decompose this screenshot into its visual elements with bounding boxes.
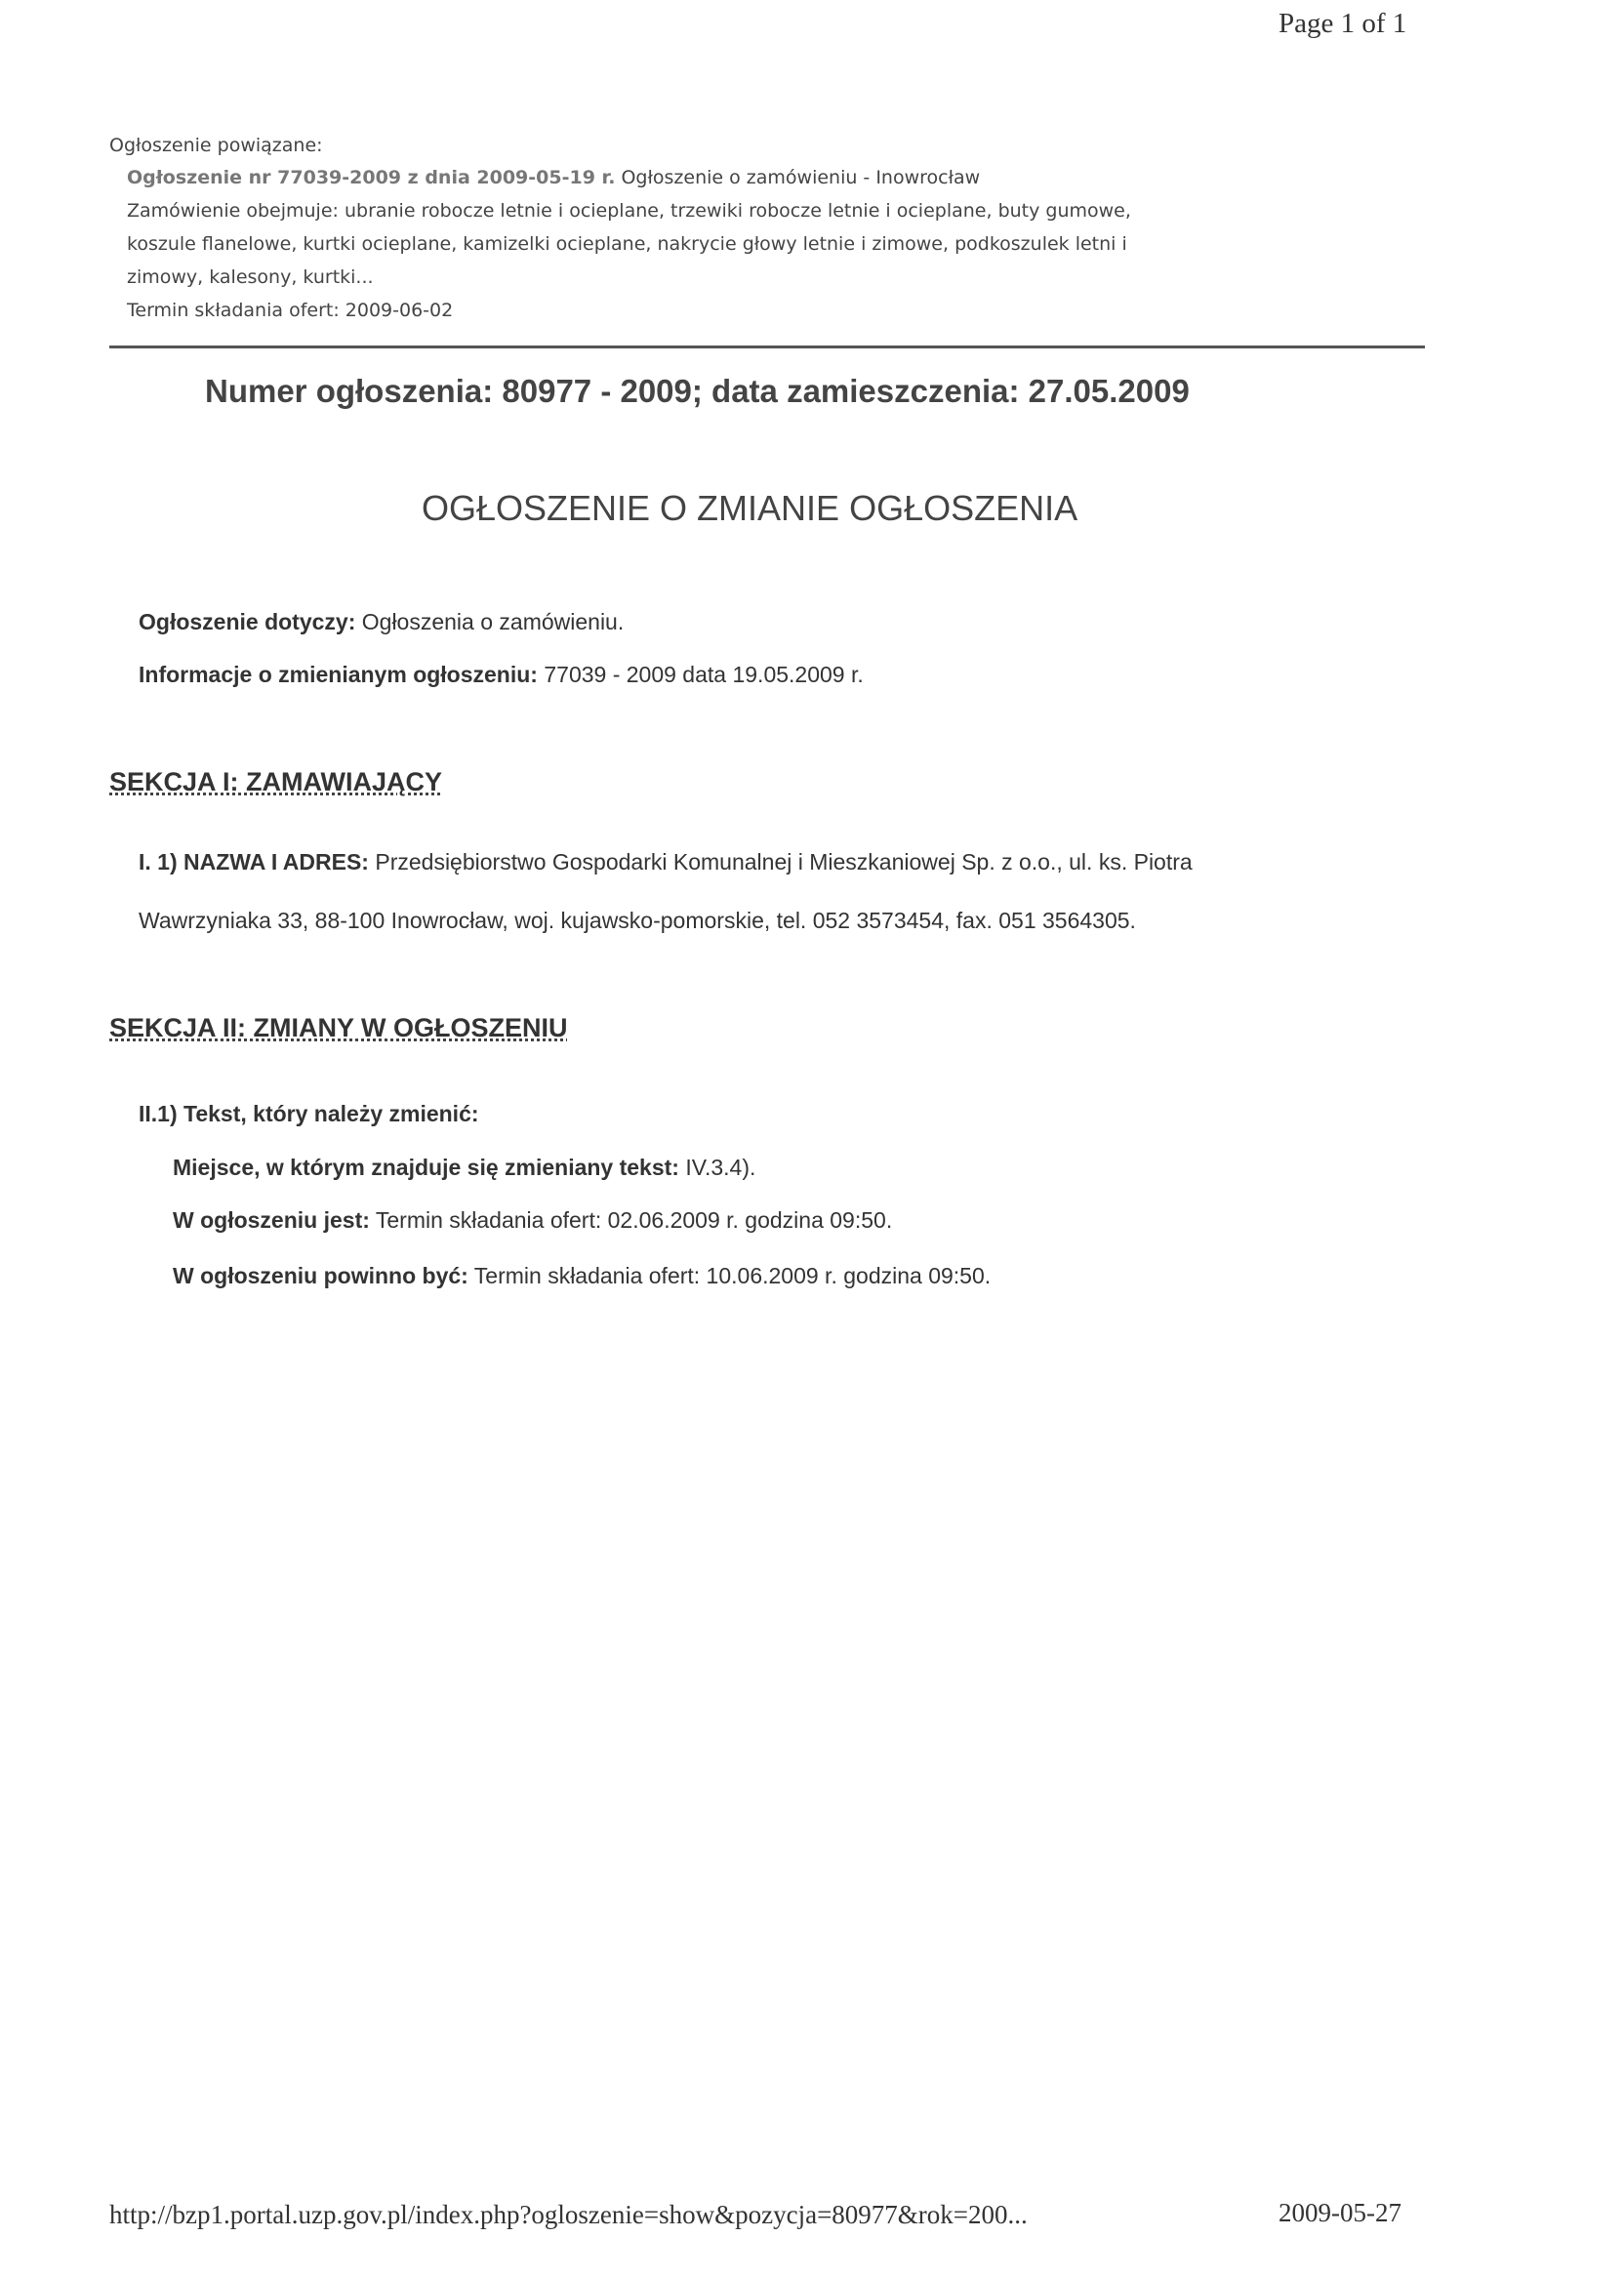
- related-notice-link[interactable]: Ogłoszenie nr 77039-2009 z dnia 2009-05-19 r.: [127, 167, 616, 188]
- related-notice-desc: Ogłoszenie o zamówieniu - Inowrocław: [615, 167, 981, 188]
- address-label: I. 1) NAZWA I ADRES:: [139, 849, 369, 875]
- scope-line: Zamówienie obejmuje: ubranie robocze letnie i ocieplane, trzewiki robocze letnie i ocieplane, buty gumowe,: [127, 200, 1131, 222]
- current-value: Termin składania ofert: 02.06.2009 r. godzina 09:50.: [369, 1207, 893, 1233]
- place-label: Miejsce, w którym znajduje się zmieniany tekst:: [173, 1155, 679, 1180]
- section-1-heading: SEKCJA I: ZAMAWIAJĄCY: [109, 767, 443, 796]
- notice-number: Numer ogłoszenia: 80977 - 2009; data zamieszczenia: 27.05.2009: [205, 373, 1190, 409]
- new-value: Termin składania ofert: 10.06.2009 r. godzina 09:50.: [467, 1263, 992, 1288]
- divider: [109, 346, 1425, 348]
- footer-date: 2009-05-27: [1279, 2198, 1401, 2227]
- related-label: Ogłoszenie powiązane:: [109, 135, 323, 156]
- info-value: 77039 - 2009 data 19.05.2009 r.: [537, 662, 864, 687]
- related-notice: [127, 167, 980, 188]
- place-row: [173, 1155, 755, 1181]
- scope-line: koszule flanelowe, kurtki ocieplane, kamizelki ocieplane, nakrycie głowy letnie i zimowe, podkoszulek letni i: [127, 233, 1127, 255]
- page-number: Page 1 of 1: [1279, 8, 1407, 39]
- info-label: Informacje o zmienianym ogłoszeniu:: [139, 662, 538, 687]
- new-label: W ogłoszeniu powinno być:: [173, 1263, 468, 1288]
- info-row: [139, 662, 864, 688]
- concerns-label: Ogłoszenie dotyczy:: [139, 609, 356, 634]
- footer-url[interactable]: http://bzp1.portal.uzp.gov.pl/index.php?ogloszenie=show&pozycja=80977&rok=200...: [109, 2200, 1028, 2229]
- current-label: W ogłoszeniu jest:: [173, 1207, 370, 1233]
- page-title: OGŁOSZENIE O ZMIANIE OGŁOSZENIA: [422, 488, 1078, 528]
- place-value: IV.3.4).: [678, 1155, 756, 1180]
- scope-line: zimowy, kalesony, kurtki...: [127, 266, 374, 288]
- concerns-row: [139, 609, 624, 635]
- section-2-heading: SEKCJA II: ZMIANY W OGŁOSZENIU: [109, 1013, 568, 1042]
- change-subtitle: II.1) Tekst, który należy zmienić:: [139, 1101, 479, 1126]
- concerns-value: Ogłoszenia o zamówieniu.: [355, 609, 625, 634]
- current-text-row: [173, 1207, 892, 1234]
- address-line-2: Wawrzyniaka 33, 88-100 Inowrocław, woj. kujawsko-pomorskie, tel. 052 3573454, fax. 051 3564305.: [139, 908, 1136, 933]
- new-text-row: [173, 1263, 991, 1289]
- address-line: [139, 849, 1193, 875]
- address-value: Przedsiębiorstwo Gospodarki Komunalnej i Mieszkaniowej Sp. z o.o., ul. ks. Piotra: [368, 849, 1193, 875]
- related-deadline: Termin składania ofert: 2009-06-02: [127, 300, 454, 321]
